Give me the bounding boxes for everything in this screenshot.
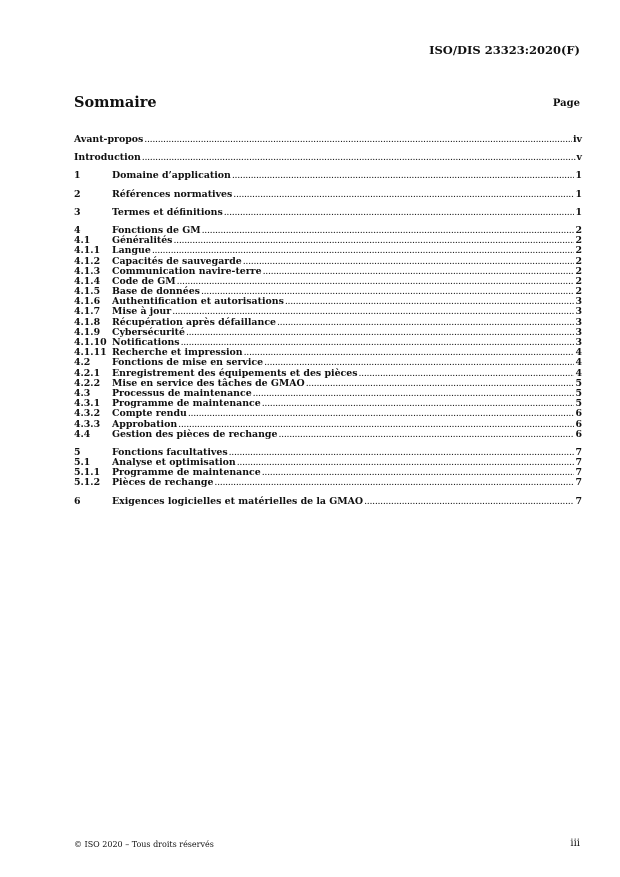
- toc-entry-number: 5.1: [74, 457, 91, 469]
- toc-entry-number: 4.1.9: [74, 326, 101, 338]
- toc-dot-leader: [144, 135, 572, 145]
- toc-entry-number: 4.3.3: [74, 418, 101, 430]
- toc-dot-leader: [232, 171, 575, 181]
- toc-entry-page: 3: [575, 306, 582, 318]
- footer-copyright: © ISO 2020 – Tous droits réservés: [74, 840, 214, 849]
- toc-entry-page: 7: [575, 446, 582, 458]
- toc-entry-title: Analyse et optimisation: [112, 457, 236, 469]
- toc-entry-number: 4.1.11: [74, 347, 107, 359]
- toc-dot-leader: [177, 277, 575, 287]
- toc-entry-page: 7: [575, 477, 582, 489]
- toc-entry-number: 4.1.3: [74, 265, 101, 277]
- toc-entry-number: 4.1.6: [74, 296, 101, 308]
- toc-entry-number: 5.1.1: [74, 467, 101, 479]
- toc-entry[interactable]: [74, 208, 582, 218]
- toc-entry[interactable]: [74, 497, 582, 507]
- toc-entry[interactable]: [74, 478, 582, 488]
- toc-entry[interactable]: [74, 171, 582, 181]
- toc-entry-page: 3: [575, 296, 582, 308]
- toc-entry-title: Approbation: [112, 418, 178, 430]
- toc-dot-leader: [233, 190, 574, 200]
- toc-entry-title: Domaine d’application: [112, 170, 231, 182]
- toc-entry-page: 2: [575, 265, 582, 277]
- toc-entry[interactable]: [74, 153, 582, 163]
- toc-entry-title: Généralités: [112, 235, 173, 247]
- toc-entry-page: 1: [575, 170, 582, 182]
- toc-dot-leader: [306, 379, 575, 389]
- toc-entry-number: 5.1.2: [74, 477, 101, 489]
- toc-entry-number: 4.2: [74, 357, 91, 369]
- toc-entry-title: Base de données: [112, 286, 200, 298]
- toc-entry-page: 5: [575, 377, 582, 389]
- toc-entry-title: Mise en service des tâches de GMAO: [112, 377, 305, 389]
- toc-entry-page: 2: [575, 286, 582, 298]
- document-id: ISO/DIS 23323:2020(F): [429, 43, 580, 57]
- toc-entry-title: Avant-propos: [74, 134, 144, 145]
- toc-dot-leader: [253, 389, 575, 399]
- toc-entry-number: 4.1: [74, 235, 91, 247]
- toc-entry-number: 4.1.10: [74, 337, 107, 348]
- toc-entry-title: Fonctions de mise en service: [112, 357, 264, 369]
- toc-entry-title: Programme de maintenance: [112, 398, 261, 410]
- table-of-contents: [74, 135, 582, 507]
- toc-dot-leader: [359, 369, 575, 379]
- toc-entry-title: Recherche et impression: [112, 347, 243, 359]
- toc-entry-page: iv: [572, 134, 582, 145]
- toc-entry-number: 4.1.7: [74, 306, 101, 318]
- toc-entry[interactable]: [74, 135, 582, 145]
- toc-entry-title: Fonctions facultatives: [112, 446, 228, 458]
- toc-dot-leader: [364, 497, 574, 507]
- toc-dot-leader: [243, 257, 575, 267]
- toc-entry-page: 6: [575, 418, 582, 430]
- toc-entry-number: 2: [74, 188, 81, 200]
- toc-entry-title: Processus de maintenance: [112, 387, 252, 399]
- toc-entry-page: 4: [575, 357, 582, 369]
- toc-entry-number: 6: [74, 495, 81, 507]
- toc-entry-page: 5: [575, 387, 582, 399]
- toc-dot-leader: [277, 318, 574, 328]
- toc-entry-page: 4: [575, 367, 582, 379]
- toc-dot-leader: [262, 468, 575, 478]
- toc-entry-page: 2: [575, 224, 582, 236]
- toc-entry-page: 1: [575, 206, 582, 218]
- toc-entry-title: Termes et définitions: [112, 206, 223, 218]
- toc-entry-title: Références normatives: [112, 188, 233, 200]
- toc-entry-page: 2: [575, 275, 582, 287]
- toc-entry-page: 6: [575, 428, 582, 440]
- footer-page-number: iii: [570, 838, 580, 849]
- toc-title: Sommaire: [74, 94, 157, 111]
- toc-entry[interactable]: [74, 430, 582, 440]
- toc-entry-page: 2: [575, 255, 582, 267]
- toc-dot-leader: [278, 430, 574, 440]
- toc-entry-number: 4.3.2: [74, 408, 101, 420]
- toc-entry-number: 4.3: [74, 387, 91, 399]
- toc-entry-number: 5: [74, 446, 81, 458]
- toc-entry-title: Pièces de rechange: [112, 477, 214, 489]
- toc-entry-page: 7: [575, 495, 582, 507]
- toc-dot-leader: [229, 448, 575, 458]
- toc-entry-title: Cybersécurité: [112, 326, 185, 338]
- toc-entry-number: 4.1.5: [74, 286, 101, 298]
- toc-entry-number: 3: [74, 206, 81, 218]
- toc-dot-leader: [237, 458, 575, 468]
- toc-entry-title: Code de GM: [112, 275, 176, 287]
- toc-entry-title: Notifications: [112, 337, 180, 348]
- toc-entry-page: 2: [575, 245, 582, 257]
- toc-entry-page: 4: [575, 347, 582, 359]
- toc-dot-leader: [186, 328, 575, 338]
- toc-entry-page: 3: [575, 337, 582, 348]
- toc-dot-leader: [262, 399, 575, 409]
- toc-dot-leader: [152, 246, 575, 256]
- toc-dot-leader: [224, 208, 575, 218]
- toc-entry-title: Exigences logicielles et matérielles de la GMAO: [112, 495, 364, 507]
- toc-entry-title: Langue: [112, 245, 151, 257]
- toc-entry-page: 3: [575, 316, 582, 328]
- toc-entry-title: Récupération après défaillance: [112, 316, 276, 328]
- toc-entry-title: Enregistrement des équipements et des pièces: [112, 367, 358, 379]
- toc-entry-number: 4.3.1: [74, 398, 101, 410]
- toc-entry-title: Compte rendu: [112, 408, 187, 420]
- toc-entry-number: 1: [74, 170, 81, 182]
- toc-entry-title: Mise à jour: [112, 306, 172, 318]
- toc-entry-number: 4.2.2: [74, 377, 101, 389]
- toc-entry-title: Gestion des pièces de rechange: [112, 428, 278, 440]
- toc-entry-page: 6: [575, 408, 582, 420]
- toc-entry-number: 4.1.4: [74, 275, 101, 287]
- toc-dot-leader: [285, 297, 575, 307]
- toc-entry-page: 1: [575, 188, 582, 200]
- page-column-label: Page: [552, 98, 580, 109]
- toc-entry-number: 4.1.2: [74, 255, 101, 267]
- toc-entry-page: 7: [575, 467, 582, 479]
- toc-entry-page: 5: [575, 398, 582, 410]
- toc-entry-number: 4.1.8: [74, 316, 101, 328]
- toc-entry-number: 4.4: [74, 428, 91, 440]
- toc-entry-number: 4.2.1: [74, 367, 101, 379]
- toc-entry[interactable]: [74, 190, 582, 200]
- toc-entry-page: 7: [575, 457, 582, 469]
- toc-dot-leader: [188, 409, 575, 419]
- toc-entry[interactable]: [74, 246, 582, 256]
- toc-entry-title: Authentification et autorisations: [112, 296, 284, 308]
- toc-entry-title: Introduction: [74, 152, 141, 164]
- toc-dot-leader: [214, 478, 574, 488]
- toc-entry-number: 4.1.1: [74, 245, 101, 257]
- toc-entry-page: 3: [575, 326, 582, 338]
- toc-entry-title: Programme de maintenance: [112, 467, 261, 479]
- toc-entry-page: 2: [575, 235, 582, 247]
- toc-entry-page: v: [576, 152, 582, 164]
- toc-entry-number: 4: [74, 224, 81, 236]
- toc-dot-leader: [263, 267, 575, 277]
- toc-dot-leader: [173, 236, 574, 246]
- toc-entry[interactable]: [74, 409, 582, 419]
- toc-entry-title: Communication navire-terre: [112, 265, 262, 277]
- toc-dot-leader: [244, 348, 575, 358]
- toc-dot-leader: [202, 226, 575, 236]
- toc-dot-leader: [142, 153, 576, 163]
- toc-entry-title: Capacités de sauvegarde: [112, 255, 242, 267]
- toc-entry-title: Fonctions de GM: [112, 224, 201, 236]
